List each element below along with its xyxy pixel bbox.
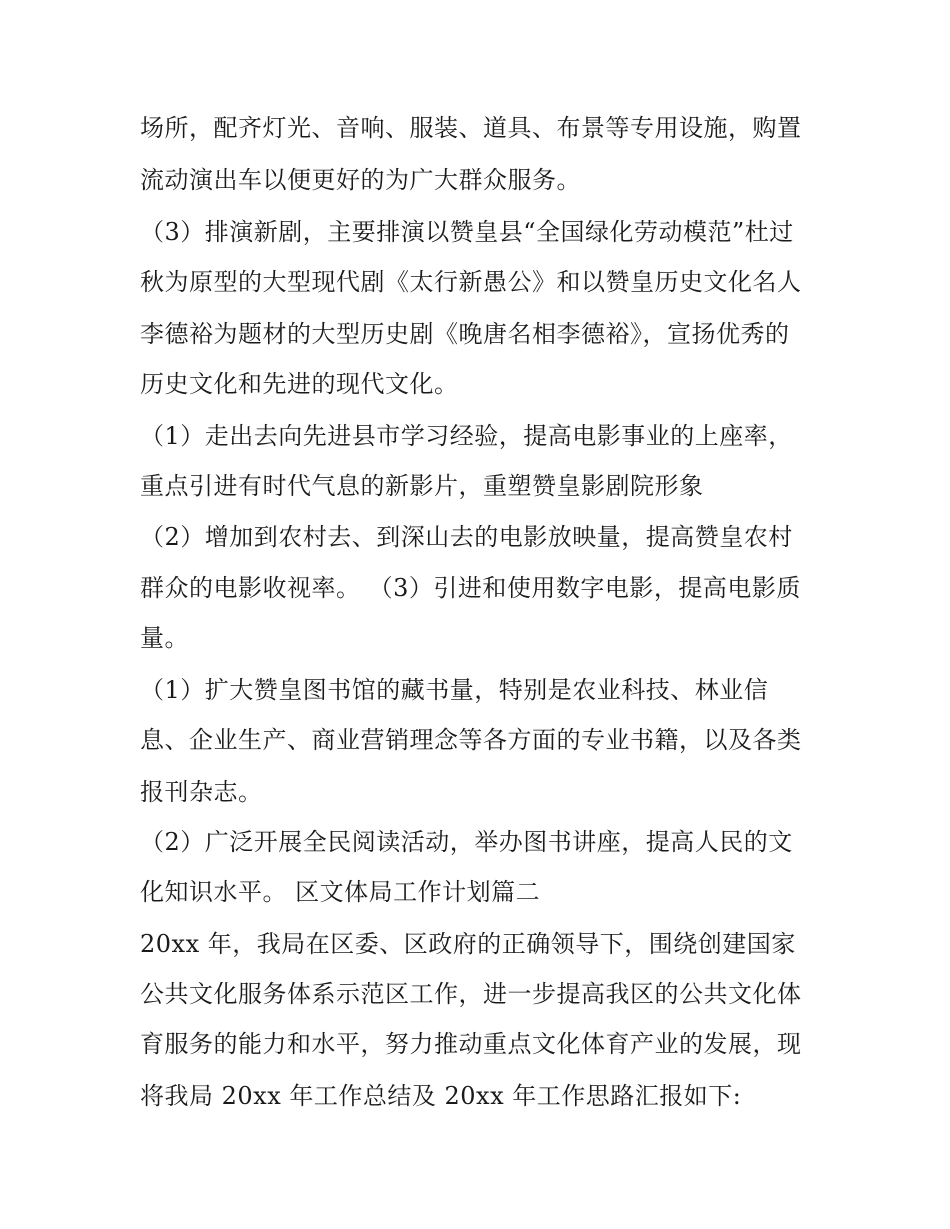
text-line: 化知识水平。 区文体局工作计划篇二 (140, 878, 541, 906)
text-line: 息、企业生产、商业营销理念等各方面的专业书籍，以及各类 (140, 726, 802, 754)
text-line: （1）扩大赞皇图书馆的藏书量，特别是农业科技、林业信 (140, 676, 769, 704)
text-line: 20xx 年，我局在区委、区政府的正确领导下，围绕创建国家 (140, 930, 796, 958)
text-line: 报刊杂志。 (140, 778, 263, 806)
text-line: 场所，配齐灯光、音响、服装、道具、布景等专用设施，购置 (140, 114, 802, 142)
text-line: （2）增加到农村去、到深山去的电影放映量，提高赞皇农村 (140, 523, 793, 551)
text-line: 李德裕为题材的大型历史剧《晚唐名相李德裕》，宣扬优秀的 (140, 320, 790, 348)
text-line: 历史文化和先进的现代文化。 (140, 370, 459, 398)
text-line: 秋为原型的大型现代剧《太行新愚公》和以赞皇历史文化名人 (140, 268, 802, 296)
text-line: （3）排演新剧，主要排演以赞皇县“全国绿化劳动模范”杜过 (140, 218, 794, 246)
text-line: 流动演出车以便更好的为广大群众服务。 (140, 166, 581, 194)
text-line: 育服务的能力和水平，努力推动重点文化体育产业的发展，现 (140, 1030, 802, 1058)
text-line: 重点引进有时代气息的新影片，重塑赞皇影剧院形象 (140, 472, 704, 500)
text-line: （2）广泛开展全民阅读活动，举办图书讲座，提高人民的文 (140, 828, 793, 856)
text-line: 群众的电影收视率。 （3）引进和使用数字电影，提高电影质 (140, 574, 801, 602)
text-line: （1）走出去向先进县市学习经验，提高电影事业的上座率， (140, 422, 793, 450)
text-line: 将我局 20xx 年工作总结及 20xx 年工作思路汇报如下: (140, 1082, 742, 1110)
text-line: 量。 (140, 624, 189, 652)
text-line: 公共文化服务体系示范区工作，进一步提高我区的公共文化体 (140, 980, 802, 1008)
